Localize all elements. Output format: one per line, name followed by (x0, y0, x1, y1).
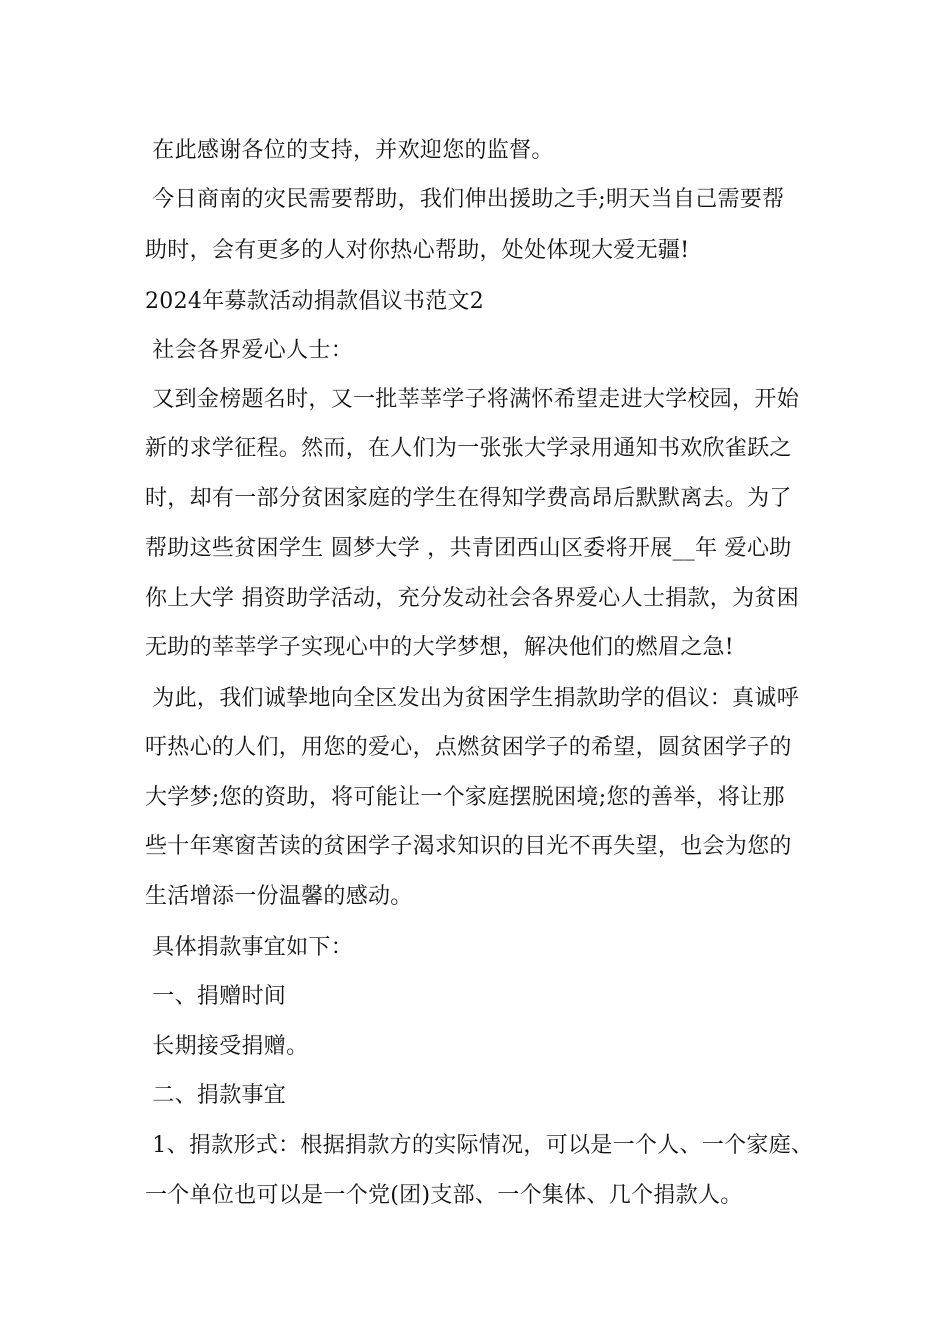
text-line-6: 又到金榜题名时，又一批莘莘学子将满怀希望走进大学校园，开始 (145, 387, 799, 412)
list-heading-2: 二、捐款事宜 (145, 1083, 287, 1108)
text-line-9: 帮助这些贫困学生 圆梦大学 ，共青团西山区委将开展__年 爱心助 (145, 536, 792, 561)
text-line-13: 吁热心的人们，用您的爱心，点燃贫困学子的希望，圆贫困学子的 (145, 735, 792, 760)
text-line-16: 生活增添一份温馨的感动。 (145, 884, 413, 909)
salutation: 社会各界爱心人士： (145, 338, 353, 363)
text-line-22: 一个单位也可以是一个党(团)支部、一个集体、几个捐款人。 (145, 1183, 743, 1208)
text-line-17: 具体捐款事宜如下： (145, 935, 353, 960)
text-line-8: 时，却有一部分贫困家庭的学生在得知学费高昂后默默离去。为了 (145, 486, 792, 511)
text-line-7: 新的求学征程。然而，在人们为一张张大学录用通知书欢欣雀跃之 (145, 436, 792, 461)
text-line-15: 些十年寒窗苦读的贫困学子渴求知识的目光不再失望，也会为您的 (145, 834, 792, 859)
text-line-10: 你上大学 捐资助学活动，充分发动社会各界爱心人士捐款，为贫困 (145, 586, 799, 611)
text-line-2: 今日商南的灾民需要帮助，我们伸出援助之手;明天当自己需要帮 (145, 187, 785, 212)
text-line-19: 长期接受捐赠。 (145, 1034, 309, 1059)
text-line-21: 1、捐款形式：根据捐款方的实际情况，可以是一个人、一个家庭、 (145, 1133, 814, 1158)
text-line-1: 在此感谢各位的支持，并欢迎您的监督。 (145, 138, 554, 163)
section-heading: 2024年募款活动捐款倡议书范文2 (145, 289, 485, 314)
text-line-14: 大学梦;您的资助，将可能让一个家庭摆脱困境;您的善举，将让那 (145, 785, 785, 810)
text-line-11: 无助的莘莘学子实现心中的大学梦想，解决他们的燃眉之急! (145, 635, 734, 660)
list-heading-1: 一、捐赠时间 (145, 984, 287, 1009)
text-line-3: 助时，会有更多的人对你热心帮助，处处体现大爱无疆! (145, 238, 690, 263)
text-line-12: 为此，我们诚挚地向全区发出为贫困学生捐款助学的倡议：真诚呼 (145, 686, 799, 711)
